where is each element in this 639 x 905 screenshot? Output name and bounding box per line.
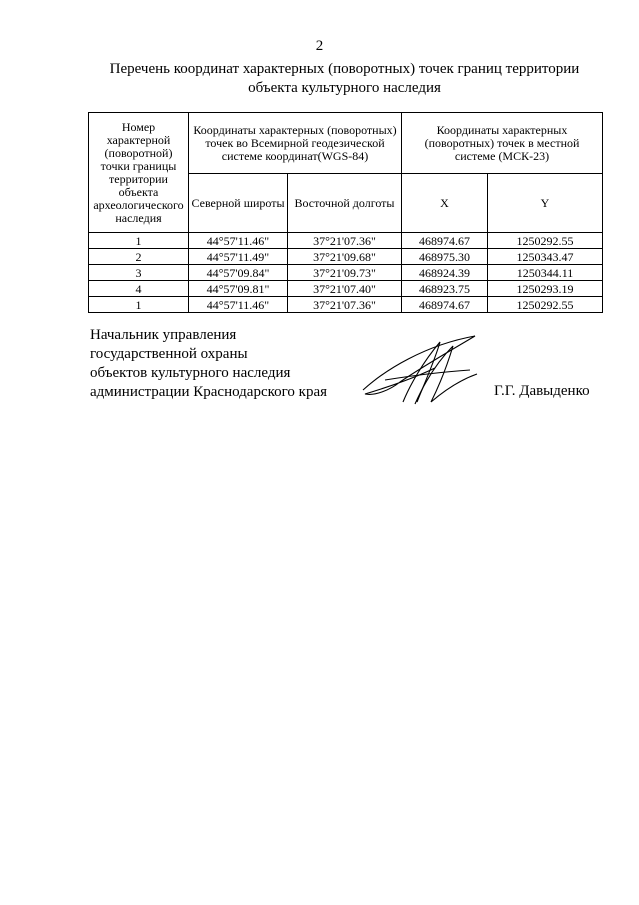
header-y: Y — [488, 174, 603, 233]
document-title — [60, 60, 629, 98]
title-line-1: Перечень координат характерных (поворотных) точек границ территории — [109, 61, 580, 77]
signatory-line-4: администрации Краснодарского края — [90, 384, 328, 400]
cell-latitude: 44°57'09.81" — [189, 281, 288, 297]
table-row — [89, 281, 603, 297]
title-line-2: объекта культурного наследия — [248, 80, 441, 96]
cell-y: 1250292.55 — [488, 297, 603, 313]
table-row — [89, 297, 603, 313]
handwritten-signature — [355, 330, 485, 410]
page-number: 2 — [315, 38, 324, 54]
signatory-line-3: объектов культурного наследия — [90, 365, 291, 381]
cell-point: 2 — [89, 249, 189, 265]
cell-x: 468974.67 — [402, 233, 488, 249]
signatory-position — [90, 326, 327, 402]
cell-point: 1 — [89, 233, 189, 249]
cell-y: 1250293.19 — [488, 281, 603, 297]
cell-longitude: 37°21'07.36" — [288, 297, 402, 313]
table-row — [89, 233, 603, 249]
cell-y: 1250292.55 — [488, 233, 603, 249]
cell-x: 468924.39 — [402, 265, 488, 281]
cell-latitude: 44°57'11.46" — [189, 297, 288, 313]
cell-point: 4 — [89, 281, 189, 297]
table-row — [89, 249, 603, 265]
cell-longitude: 37°21'07.36" — [288, 233, 402, 249]
cell-y: 1250343.47 — [488, 249, 603, 265]
cell-latitude: 44°57'11.49" — [189, 249, 288, 265]
cell-longitude: 37°21'07.40" — [288, 281, 402, 297]
cell-x: 468975.30 — [402, 249, 488, 265]
coordinates-table — [88, 112, 603, 313]
cell-latitude: 44°57'09.84" — [189, 265, 288, 281]
cell-x: 468923.75 — [402, 281, 488, 297]
cell-longitude: 37°21'09.73" — [288, 265, 402, 281]
cell-y: 1250344.11 — [488, 265, 603, 281]
cell-longitude: 37°21'09.68" — [288, 249, 402, 265]
cell-latitude: 44°57'11.46" — [189, 233, 288, 249]
signatory-line-1: Начальник управления — [90, 327, 237, 343]
cell-point: 1 — [89, 297, 189, 313]
header-longitude: Восточной долготы — [288, 174, 402, 233]
signatory-name: Г.Г. Давыденко — [494, 383, 590, 399]
cell-point: 3 — [89, 265, 189, 281]
header-local-coordinates: Координаты характерных (поворотных) точек в местной системе (МСК-23) — [402, 113, 603, 174]
header-point-number: Номер характерной (поворотной) точки границы территории объекта археологического наследия — [89, 113, 189, 233]
header-latitude: Северной широты — [189, 174, 288, 233]
header-x: X — [402, 174, 488, 233]
header-wgs-coordinates: Координаты характерных (поворотных) точек во Всемирной геодезической системе координат(WGS-84) — [189, 113, 402, 174]
cell-x: 468974.67 — [402, 297, 488, 313]
signatory-line-2: государственной охраны — [90, 346, 248, 362]
table-row — [89, 265, 603, 281]
